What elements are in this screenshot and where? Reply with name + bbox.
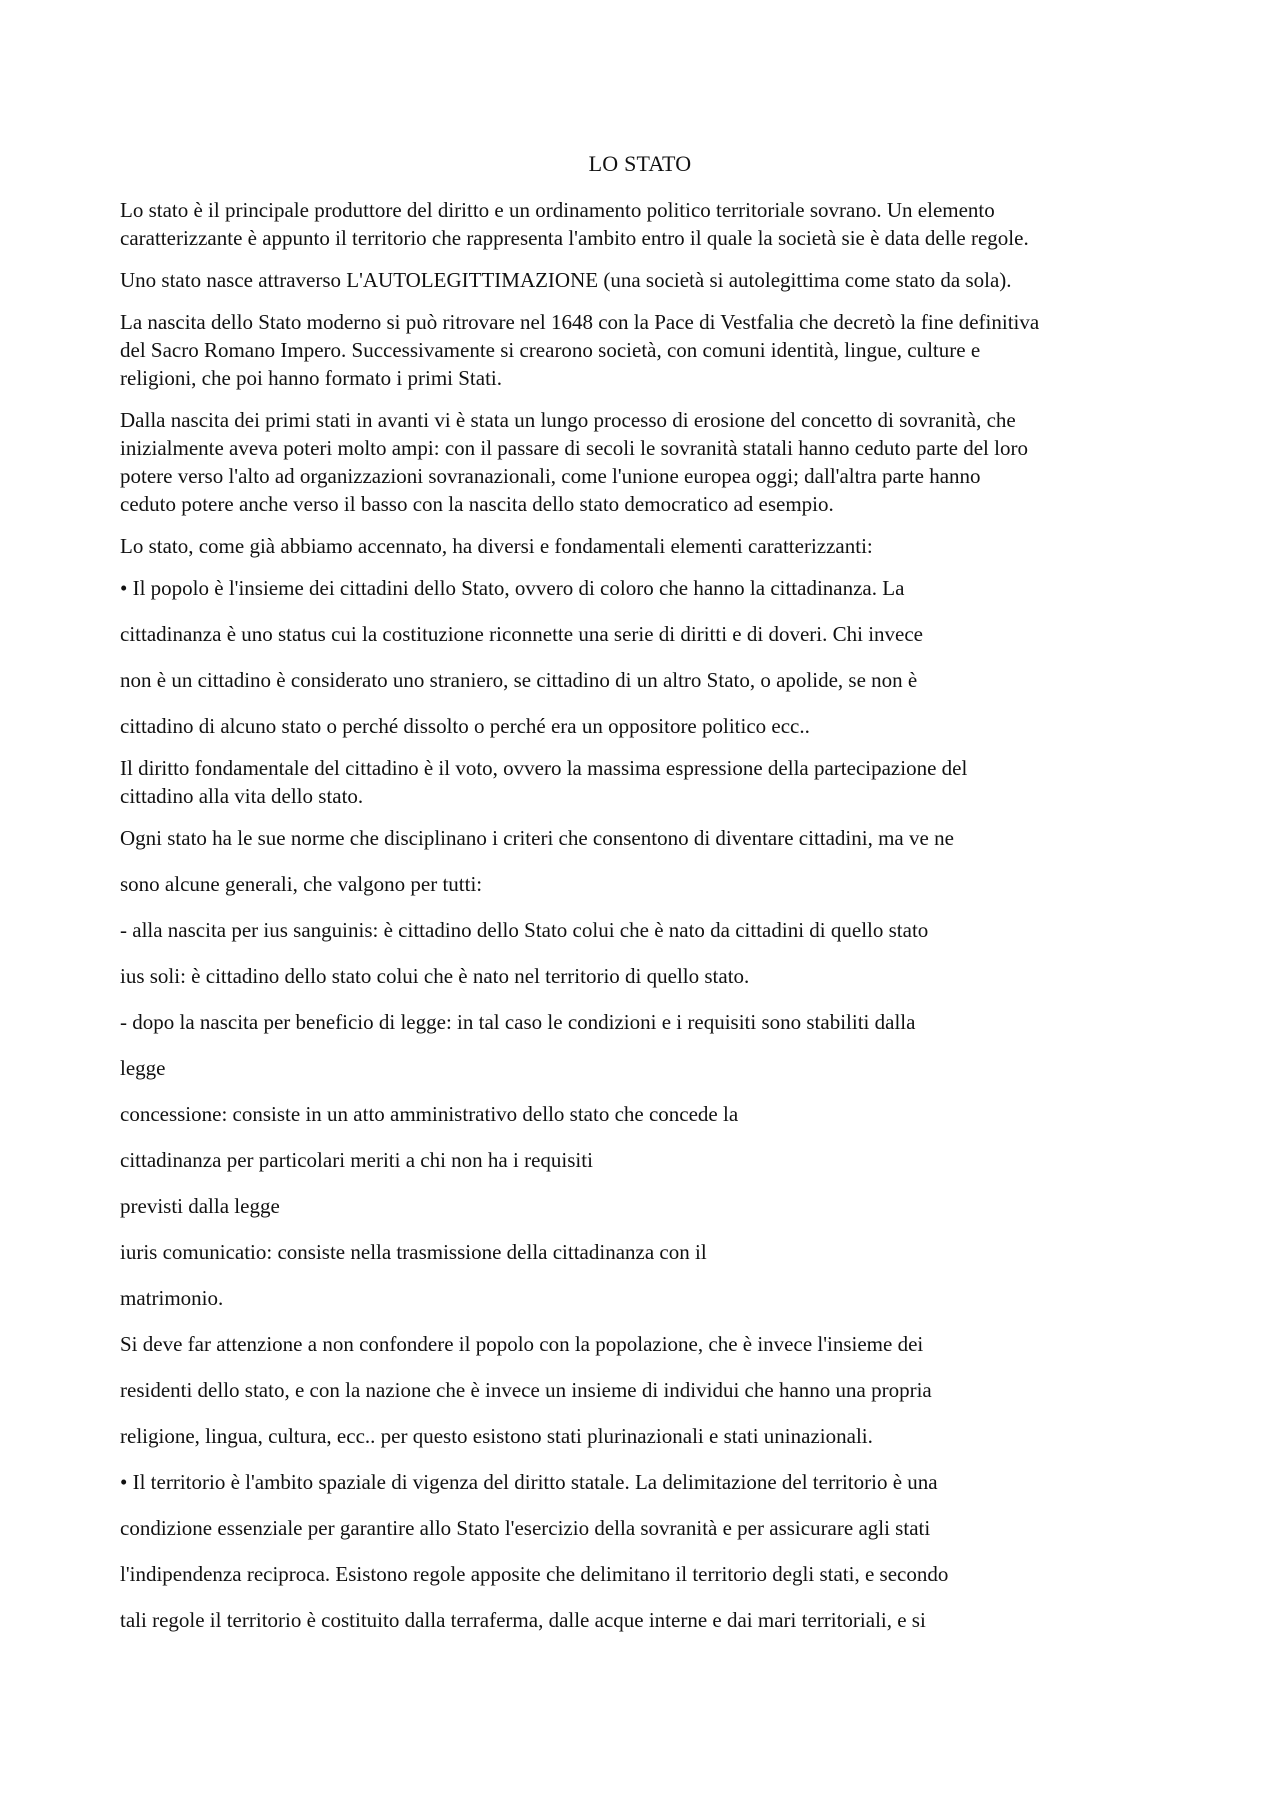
paragraph: [120, 754, 1180, 810]
text-line: non è un cittadino è considerato uno straniero, se cittadino di un altro Stato, o apolide, se non è: [120, 668, 918, 692]
text-line: Lo stato, come già abbiamo accennato, ha diversi e fondamentali elementi caratterizzanti:: [120, 534, 873, 558]
paragraph: [120, 532, 1180, 560]
text-line: - alla nascita per ius sanguinis: è cittadino dello Stato colui che è nato da cittadini di quello stato: [120, 918, 929, 942]
text-line: Dalla nascita dei primi stati in avanti vi è stata un lungo processo di erosione del concetto di sovranità, che: [120, 408, 1016, 432]
page-title: LO STATO: [588, 151, 692, 176]
paragraph: [120, 406, 1180, 518]
text-line: del Sacro Romano Impero. Successivamente si crearono società, con comuni identità, lingue, culture e: [120, 338, 981, 362]
text-line: matrimonio.: [120, 1286, 224, 1310]
text-line: iuris comunicatio: consiste nella trasmissione della cittadinanza con il: [120, 1240, 707, 1264]
paragraph: [120, 308, 1180, 392]
text-line: cittadino di alcuno stato o perché dissolto o perché era un oppositore politico ecc..: [120, 714, 810, 738]
text-line: La nascita dello Stato moderno si può ritrovare nel 1648 con la Pace di Vestfalia che decretò la fine definitiva: [120, 310, 1040, 334]
text-line: religioni, che poi hanno formato i primi Stati.: [120, 366, 503, 390]
text-line: l'indipendenza reciproca. Esistono regole apposite che delimitano il territorio degli stati, e secondo: [120, 1562, 949, 1586]
text-line: cittadinanza è uno status cui la costituzione riconnette una serie di diritti e di doveri. Chi invece: [120, 622, 923, 646]
document-body: [120, 196, 1180, 1652]
text-line: sono alcune generali, che valgono per tutti:: [120, 872, 483, 896]
text-line: concessione: consiste in un atto amministrativo dello stato che concede la: [120, 1102, 739, 1126]
paragraph: [120, 266, 1180, 294]
text-line: religione, lingua, cultura, ecc.. per questo esistono stati plurinazionali e stati uninazionali.: [120, 1424, 873, 1448]
text-line: residenti dello stato, e con la nazione che è invece un insieme di individui che hanno una propria: [120, 1378, 932, 1402]
text-line: • Il popolo è l'insieme dei cittadini dello Stato, ovvero di coloro che hanno la cittadinanza. La: [120, 576, 905, 600]
text-line: Si deve far attenzione a non confondere il popolo con la popolazione, che è invece l'insieme dei: [120, 1332, 924, 1356]
text-line: Ogni stato ha le sue norme che disciplinano i criteri che consentono di diventare cittadini, ma ve ne: [120, 826, 954, 850]
text-line: ius soli: è cittadino dello stato colui che è nato nel territorio di quello stato.: [120, 964, 750, 988]
text-line: inizialmente aveva poteri molto ampi: con il passare di secoli le sovranità statali hanno ceduto parte del loro: [120, 436, 1028, 460]
text-line: legge: [120, 1056, 166, 1080]
text-line: cittadino alla vita dello stato.: [120, 784, 364, 808]
text-line: Lo stato è il principale produttore del diritto e un ordinamento politico territoriale sovrano. Un elemento: [120, 198, 995, 222]
text-line: caratterizzante è appunto il territorio che rappresenta l'ambito entro il quale la società sie è data delle regole.: [120, 226, 1029, 250]
cittadinanza-section: [120, 824, 1180, 1652]
paragraph: [120, 196, 1180, 252]
text-line: tali regole il territorio è costituito dalla terraferma, dalle acque interne e dai mari territoriali, e si: [120, 1608, 926, 1632]
text-line: previsti dalla legge: [120, 1194, 280, 1218]
popolo-section: [120, 574, 1180, 758]
text-line: cittadinanza per particolari meriti a chi non ha i requisiti: [120, 1148, 593, 1172]
text-line: potere verso l'alto ad organizzazioni sovranazionali, come l'unione europea oggi; dall'altra parte hanno: [120, 464, 981, 488]
text-line: ceduto potere anche verso il basso con la nascita dello stato democratico ad esempio.: [120, 492, 834, 516]
text-line: Il diritto fondamentale del cittadino è il voto, ovvero la massima espressione della partecipazione del: [120, 756, 968, 780]
text-line: Uno stato nasce attraverso L'AUTOLEGITTIMAZIONE (una società si autolegittima come stato da sola).: [120, 268, 1012, 292]
text-line: - dopo la nascita per beneficio di legge: in tal caso le condizioni e i requisiti sono stabiliti dalla: [120, 1010, 916, 1034]
text-line: • Il territorio è l'ambito spaziale di vigenza del diritto statale. La delimitazione del territorio è una: [120, 1470, 938, 1494]
text-line: condizione essenziale per garantire allo Stato l'esercizio della sovranità e per assicurare agli stati: [120, 1516, 931, 1540]
